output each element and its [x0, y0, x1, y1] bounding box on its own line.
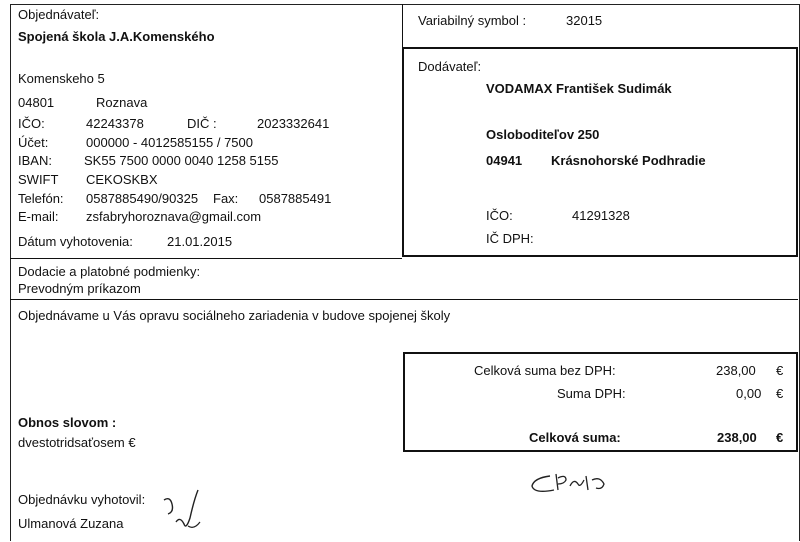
- orderer-iban-value: SK55 7500 0000 0040 1258 5155: [84, 153, 279, 168]
- description-top-rule: [10, 299, 798, 300]
- vat-label: Suma DPH:: [557, 386, 626, 401]
- orderer-street: Komenskeho 5: [18, 71, 105, 86]
- orderer-zip: 04801: [18, 95, 55, 110]
- supplier-signature: [520, 468, 620, 504]
- issued-by-label: Objednávku vyhotovil:: [18, 492, 146, 507]
- net-total-value: 238,00: [716, 363, 756, 378]
- supplier-box: [402, 47, 798, 257]
- orderer-swift-value: CEKOSKBX: [86, 172, 158, 187]
- orderer-fax-label: Fax:: [213, 191, 239, 206]
- supplier-street: Osloboditeľov 250: [486, 127, 600, 142]
- orderer-fax-value: 0587885491: [259, 191, 332, 206]
- terms-top-rule: [10, 258, 402, 259]
- orderer-date-value: 21.01.2015: [167, 234, 233, 249]
- in-words-value: dvestotridsaťosem €: [18, 435, 136, 450]
- orderer-city: Roznava: [96, 95, 148, 110]
- supplier-city: Krásnohorské Podhradie: [551, 153, 706, 168]
- orderer-phone-label: Telefón:: [18, 191, 64, 206]
- variable-symbol-label: Variabilný symbol :: [418, 13, 527, 28]
- supplier-zip: 04941: [486, 153, 523, 168]
- orderer-dic-value: 2023332641: [257, 116, 330, 131]
- orderer-ico-value: 42243378: [86, 116, 144, 131]
- supplier-name: VODAMAX František Sudimák: [486, 81, 672, 96]
- grand-total-label: Celková suma:: [529, 430, 621, 445]
- supplier-ico-value: 41291328: [572, 208, 630, 223]
- issuer-signature: [150, 486, 210, 536]
- orderer-email-label: E-mail:: [18, 209, 59, 224]
- orderer-email-value: zsfabryhoroznava@gmail.com: [86, 209, 262, 224]
- orderer-heading: Objednávateľ:: [18, 7, 100, 22]
- vat-value: 0,00: [736, 386, 762, 401]
- variable-symbol-value: 32015: [566, 13, 603, 28]
- orderer-account-label: Účet:: [18, 135, 49, 150]
- issued-by-name: Ulmanová Zuzana: [18, 516, 124, 531]
- orderer-swift-label: SWIFT: [18, 172, 59, 187]
- grand-total-value: 238,00: [717, 430, 757, 445]
- net-total-currency: €: [776, 363, 784, 378]
- net-total-label: Celková suma bez DPH:: [474, 363, 616, 378]
- terms-value: Prevodným príkazom: [18, 281, 141, 296]
- supplier-heading: Dodávateľ:: [418, 59, 482, 74]
- order-description: Objednávame u Vás opravu sociálneho zariadenia v budove spojenej školy: [18, 308, 451, 323]
- supplier-icdph-label: IČ DPH:: [486, 231, 534, 246]
- supplier-ico-label: IČO:: [486, 208, 513, 223]
- orderer-name: Spojená škola J.A.Komenského: [18, 29, 215, 44]
- orderer-date-label: Dátum vyhotovenia:: [18, 234, 133, 249]
- header-divider: [402, 4, 403, 48]
- orderer-account-value: 000000 - 4012585155 / 7500: [86, 135, 253, 150]
- orderer-ico-label: IČO:: [18, 116, 45, 131]
- orderer-iban-label: IBAN:: [18, 153, 52, 168]
- grand-total-currency: €: [776, 430, 784, 445]
- vat-currency: €: [776, 386, 784, 401]
- terms-heading: Dodacie a platobné podmienky:: [18, 264, 201, 279]
- in-words-label: Obnos slovom :: [18, 415, 117, 430]
- orderer-phone-value: 0587885490/90325: [86, 191, 199, 206]
- orderer-dic-label: DIČ :: [187, 116, 217, 131]
